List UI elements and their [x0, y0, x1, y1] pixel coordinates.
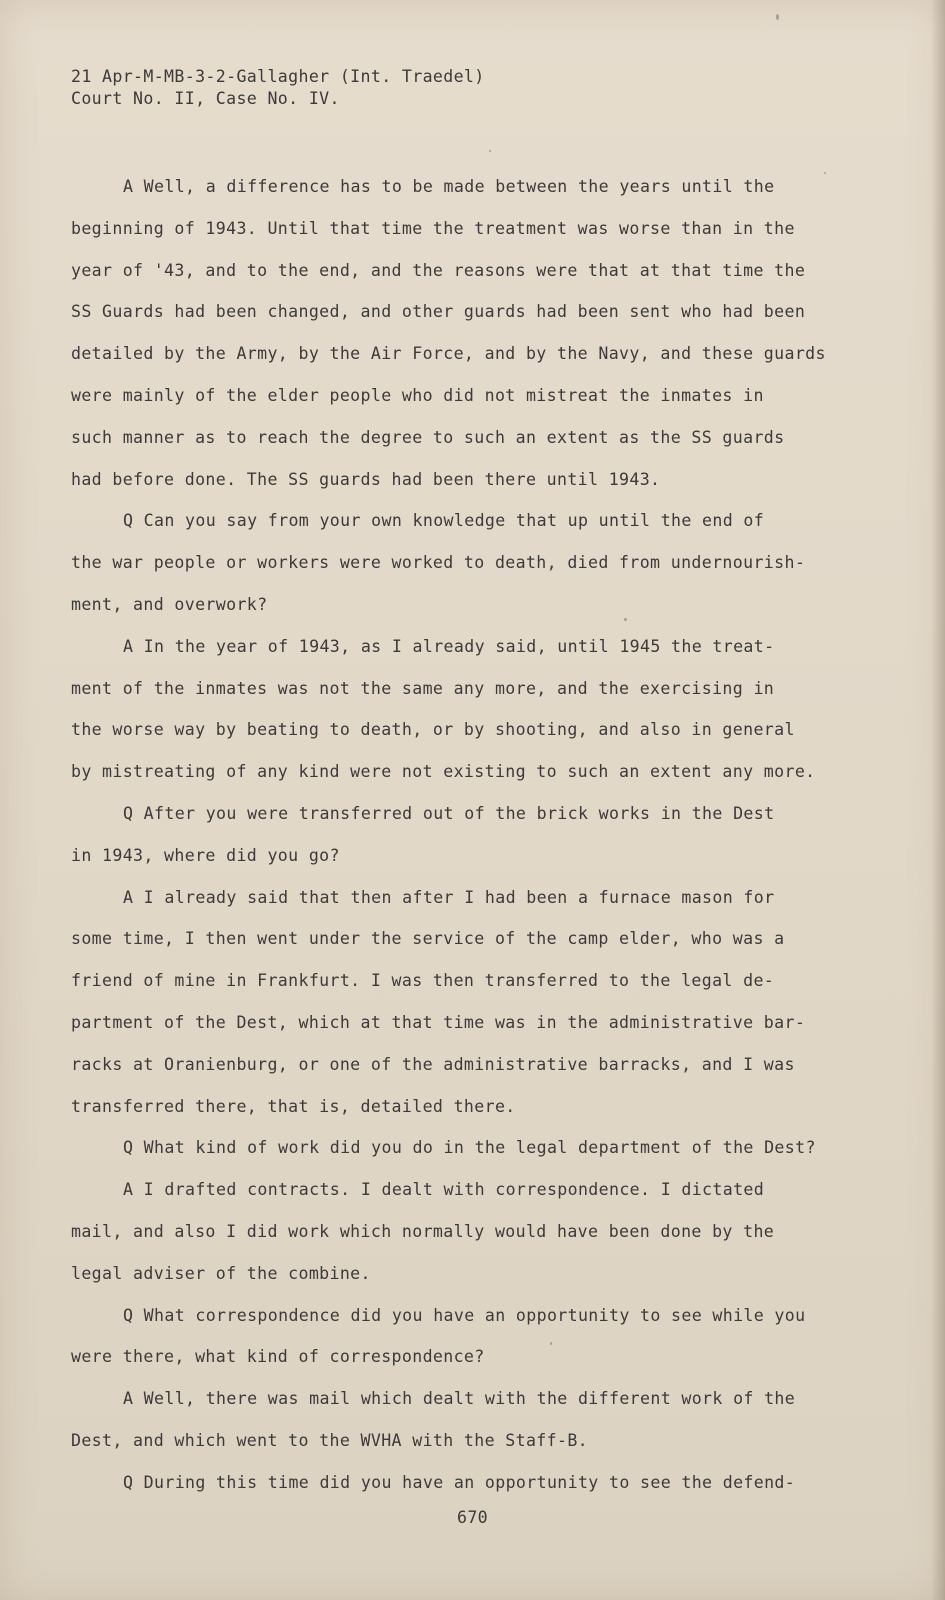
page-number: 670 — [456, 1508, 489, 1527]
document-header — [71, 66, 485, 110]
header-case-line: 21 Apr-M-MB-3-2-Gallagher (Int. Traedel) — [71, 67, 485, 86]
transcript-line: legal adviser of the combine. — [71, 1263, 371, 1283]
transcript-line: A Well, a difference has to be made between the years until the — [123, 177, 775, 196]
transcript-line: A I already said that then after I had been a furnace mason for — [123, 887, 775, 907]
transcript-line: the worse way by beating to death, or by shooting, and also in general — [71, 720, 795, 740]
transcript-line: Q What kind of work did you do in the legal department of the Dest? — [123, 1138, 816, 1158]
transcript-line: were mainly of the elder people who did not mistreat the inmates in — [71, 385, 764, 405]
transcript-line: Q Can you say from your own knowledge that up until the end of — [123, 511, 765, 531]
transcript-line: A Well, there was mail which dealt with the different work of the — [123, 1389, 796, 1409]
transcript-line: Q During this time did you have an opportunity to see the defend- — [123, 1472, 796, 1492]
paper-speck — [776, 14, 779, 20]
transcript-line: Dest, and which went to the WVHA with the Staff-B. — [71, 1430, 589, 1450]
transcript-line: beginning of 1943. Until that time the treatment was worse than in the — [71, 218, 795, 238]
transcript-line: SS Guards had been changed, and other guards had been sent who had been — [71, 302, 806, 322]
transcript-line: detailed by the Army, by the Air Force, and by the Navy, and these guards — [71, 344, 826, 364]
transcript-line: were there, what kind of correspondence? — [71, 1347, 485, 1367]
transcript-line: the war people or workers were worked to death, died from undernourish- — [71, 553, 806, 573]
transcript-line: such manner as to reach the degree to such an extent as the SS guards — [71, 427, 785, 447]
transcript-line: ment of the inmates was not the same any more, and the exercising in — [71, 678, 775, 698]
header-court-line: Court No. II, Case No. IV. — [71, 89, 340, 108]
transcript-line: transferred there, that is, detailed there. — [71, 1096, 516, 1116]
transcript-line: partment of the Dest, which at that time was in the administrative bar- — [71, 1012, 806, 1032]
transcript-line: Q After you were transferred out of the brick works in the Dest — [123, 803, 775, 823]
transcript-line: racks at Oranienburg, or one of the administrative barracks, and I was — [71, 1054, 795, 1074]
transcript-line: in 1943, where did you go? — [71, 845, 340, 865]
transcript-line: A I drafted contracts. I dealt with correspondence. I dictated — [123, 1180, 765, 1200]
transcript-line: A In the year of 1943, as I already said, until 1945 the treat- — [123, 636, 775, 656]
transcript-line: some time, I then went under the service of the camp elder, who was a — [71, 929, 785, 949]
transcript-line: ment, and overwork? — [71, 594, 268, 614]
transcript-line: Q What correspondence did you have an opportunity to see while you — [123, 1305, 806, 1325]
transcript-line: by mistreating of any kind were not existing to such an extent any more. — [71, 762, 816, 782]
transcript-line: year of '43, and to the end, and the reasons were that at that time the — [71, 260, 806, 280]
transcript-body — [71, 166, 826, 1504]
transcript-line: had before done. The SS guards had been there until 1943. — [71, 469, 661, 489]
transcript-line: friend of mine in Frankfurt. I was then transferred to the legal de- — [71, 971, 775, 991]
paper-speck — [489, 150, 491, 152]
transcript-line: mail, and also I did work which normally would have been done by the — [71, 1221, 775, 1241]
